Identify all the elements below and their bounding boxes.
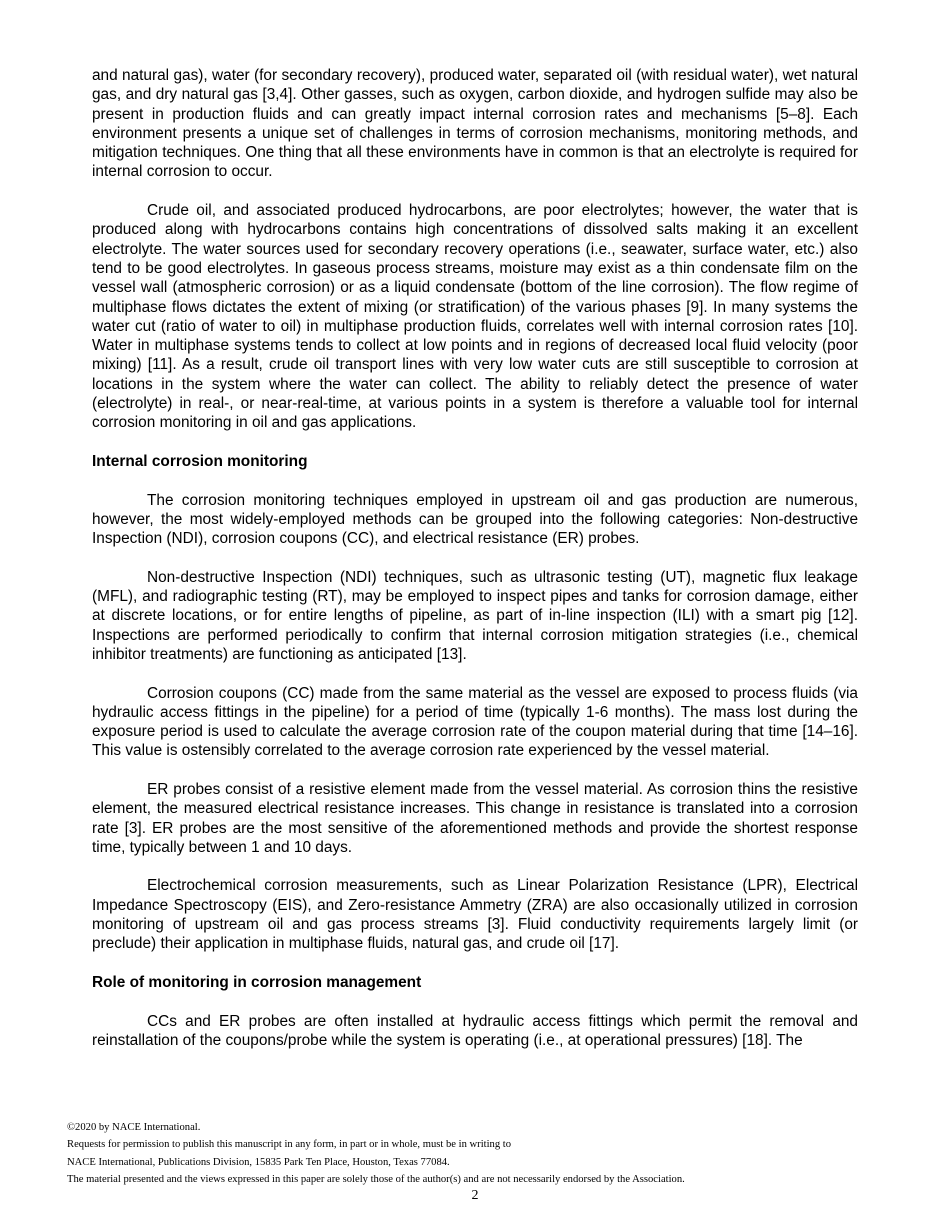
page-body (92, 66, 858, 1069)
paragraph: CCs and ER probes are often installed at hydraulic access fittings which permit the removal and reinstallation of the coupons/probe while the system is operating (i.e., at operational pressures) [18]. The (92, 1012, 858, 1049)
footer-line: Requests for permission to publish this manuscript in any form, in part or in whole, must be in writing to (67, 1139, 512, 1151)
paragraph: Crude oil, and associated produced hydrocarbons, are poor electrolytes; however, the water that is produced along with hydrocarbons contains high concentrations of dissolved salts making it an excellent electrolyte. The water sources used for secondary recovery operations (i.e., seawater, surface water, etc.) also tend to be good electrolytes. In gaseous process streams, moisture may exist as a thin condensate film on the vessel wall (atmospheric corrosion) or as a liquid condensate (bottom of the line corrosion). The flow regime of multiphase flows dictates the extent of mixing (or stratification) of the various phases [9]. In many systems the water cut (ratio of water to oil) in multiphase production fluids, correlates well with internal corrosion rates [10]. Water in multiphase systems tends to collect at low points and in regions of decreased local fluid velocity (poor mixing) [11]. As a result, crude oil transport lines with very low water cuts are still susceptible to corrosion at locations in the system where the water can collect. The ability to reliably detect the presence of water (electrolyte) in real-, or near-real-time, at various points in a system is therefore a valuable tool for internal corrosion monitoring in oil and gas applications. (92, 202, 858, 432)
paragraph: and natural gas), water (for secondary recovery), produced water, separated oil (with residual water), wet natural gas, and dry natural gas [3,4]. Other gasses, such as oxygen, carbon dioxide, and hydrogen sulfide may also be present in production fluids and can greatly impact internal corrosion rates and mechanisms [5–8]. Each environment presents a unique set of challenges in terms of corrosion mechanisms, monitoring methods, and mitigation techniques. One thing that all these environments have in common is that an electrolyte is required for internal corrosion to occur. (92, 67, 858, 181)
footer-line: NACE International, Publications Division, 15835 Park Ten Place, Houston, Texas 77084. (67, 1156, 450, 1168)
paragraph: Corrosion coupons (CC) made from the same material as the vessel are exposed to process fluids (via hydraulic access fittings in the pipeline) for a period of time (typically 1-6 months). The mass lost during the exposure period is used to calculate the average corrosion rate of the coupon material during that time [14–16]. This value is ostensibly correlated to the average corrosion rate experienced by the vessel material. (92, 684, 858, 760)
page-number: 2 (471, 1188, 479, 1203)
paragraph: The corrosion monitoring techniques employed in upstream oil and gas production are numerous, however, the most widely-employed methods can be grouped into the following categories: Non-destructive Inspection (NDI), corrosion coupons (CC), and electrical resistance (ER) probes. (92, 491, 858, 548)
paragraph: ER probes consist of a resistive element made from the vessel material. As corrosion thins the resistive element, the measured electrical resistance increases. This change in resistance is translated into a corrosion rate [3]. ER probes are the most sensitive of the aforementioned methods and provide the shortest response time, typically between 1 and 10 days. (92, 780, 858, 856)
footer-line: ©2020 by NACE International. (67, 1122, 201, 1133)
paragraph: Electrochemical corrosion measurements, such as Linear Polarization Resistance (LPR), Electrical Impedance Spectroscopy (EIS), and Zero-resistance Ammetry (ZRA) are also occasionally utilized in corrosion monitoring of upstream oil and gas process streams [3]. Fluid conductivity requirements largely limit (or preclude) their application in multiphase fluids, natural gas, and crude oil [17]. (92, 877, 858, 953)
paragraph: Non-destructive Inspection (NDI) techniques, such as ultrasonic testing (UT), magnetic flux leakage (MFL), and radiographic testing (RT), may be employed to inspect pipes and tanks for corrosion damage, either at discrete locations, or for entire lengths of pipeline, as part of in-line inspection (ILI) with a smart pig [12]. Inspections are performed periodically to confirm that internal corrosion mitigation strategies (i.e., chemical inhibitor treatments) are functioning as anticipated [13]. (92, 568, 858, 663)
copyright-footer (67, 1119, 883, 1188)
section-heading: Role of monitoring in corrosion management (92, 973, 422, 991)
section-heading: Internal corrosion monitoring (92, 452, 308, 470)
footer-line: The material presented and the views expressed in this paper are solely those of the author(s) and are not necessarily endorsed by the Association. (67, 1173, 685, 1185)
